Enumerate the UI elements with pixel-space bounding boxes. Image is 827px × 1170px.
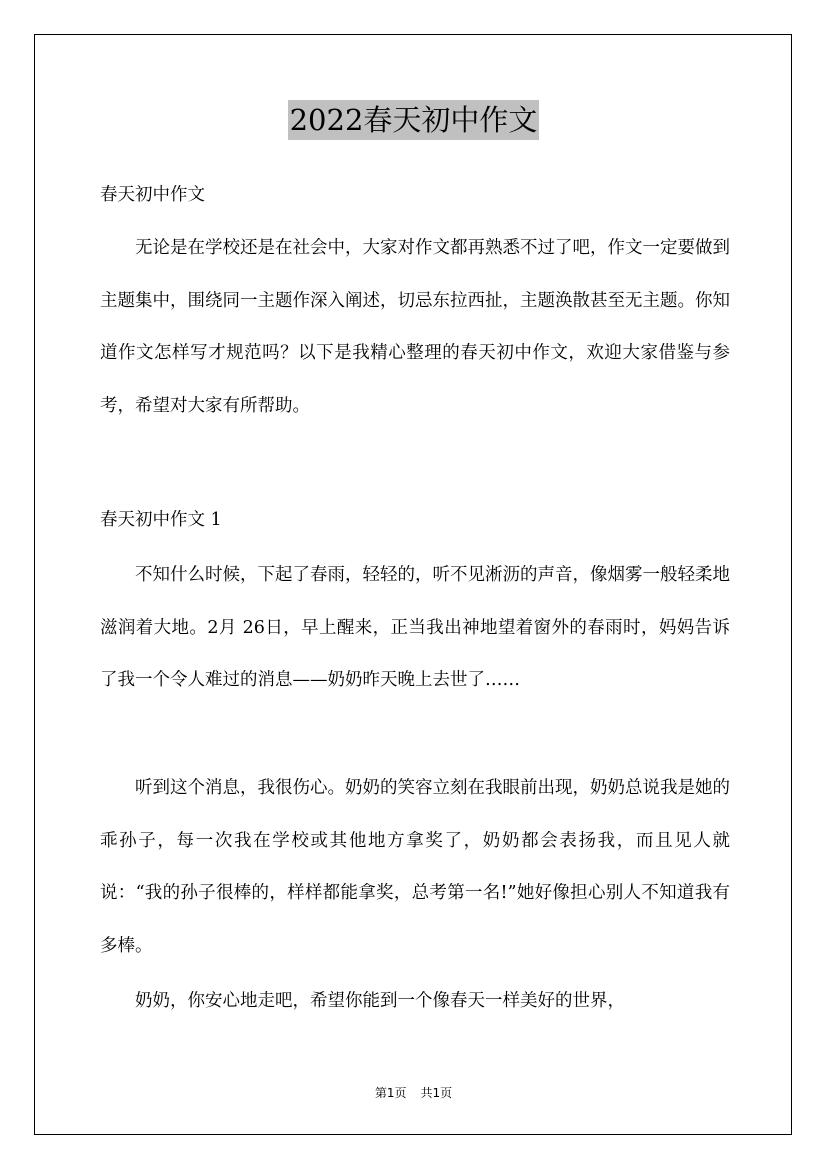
page-number-current: 第1页 <box>374 1086 407 1100</box>
essay-heading: 春天初中作文 1 <box>100 510 222 530</box>
document-title <box>0 100 827 140</box>
document-title-text: 2022春天初中作文 <box>288 100 540 140</box>
essay-paragraph-1: 不知什么时候，下起了春雨，轻轻的，听不见淅沥的声音，像烟雾一般轻柔地滋润着大地。2月 26日，早上醒来，正当我出神地望着窗外的春雨时，妈妈告诉了我一个令人难过的消息——奶奶昨天晚上去世了…… <box>100 565 730 690</box>
intro-paragraph: 无论是在学校还是在社会中，大家对作文都再熟悉不过了吧，作文一定要做到主题集中，围绕同一主题作深入阐述，切忌东拉西扯，主题涣散甚至无主题。你知道作文怎样写才规范吗？以下是我精心整理的春天初中作文，欢迎大家借鉴与参考，希望对大家有所帮助。 <box>100 238 730 416</box>
section-heading: 春天初中作文 <box>100 185 205 205</box>
page-number-total: 共1页 <box>420 1086 453 1100</box>
essay-paragraph-3: 奶奶，你安心地走吧，希望你能到一个像春天一样美好的世界， <box>135 991 625 1011</box>
page-footer <box>0 1085 827 1101</box>
essay-paragraph-2: 听到这个消息，我很伤心。奶奶的笑容立刻在我眼前出现，奶奶总说我是她的乖孙子，每一次我在学校或其他地方拿奖了，奶奶都会表扬我，而且见人就说：“我的孙子很棒的，样样都能拿奖，总考第一名!”她好像担心别人不知道我有多棒。 <box>100 778 730 956</box>
